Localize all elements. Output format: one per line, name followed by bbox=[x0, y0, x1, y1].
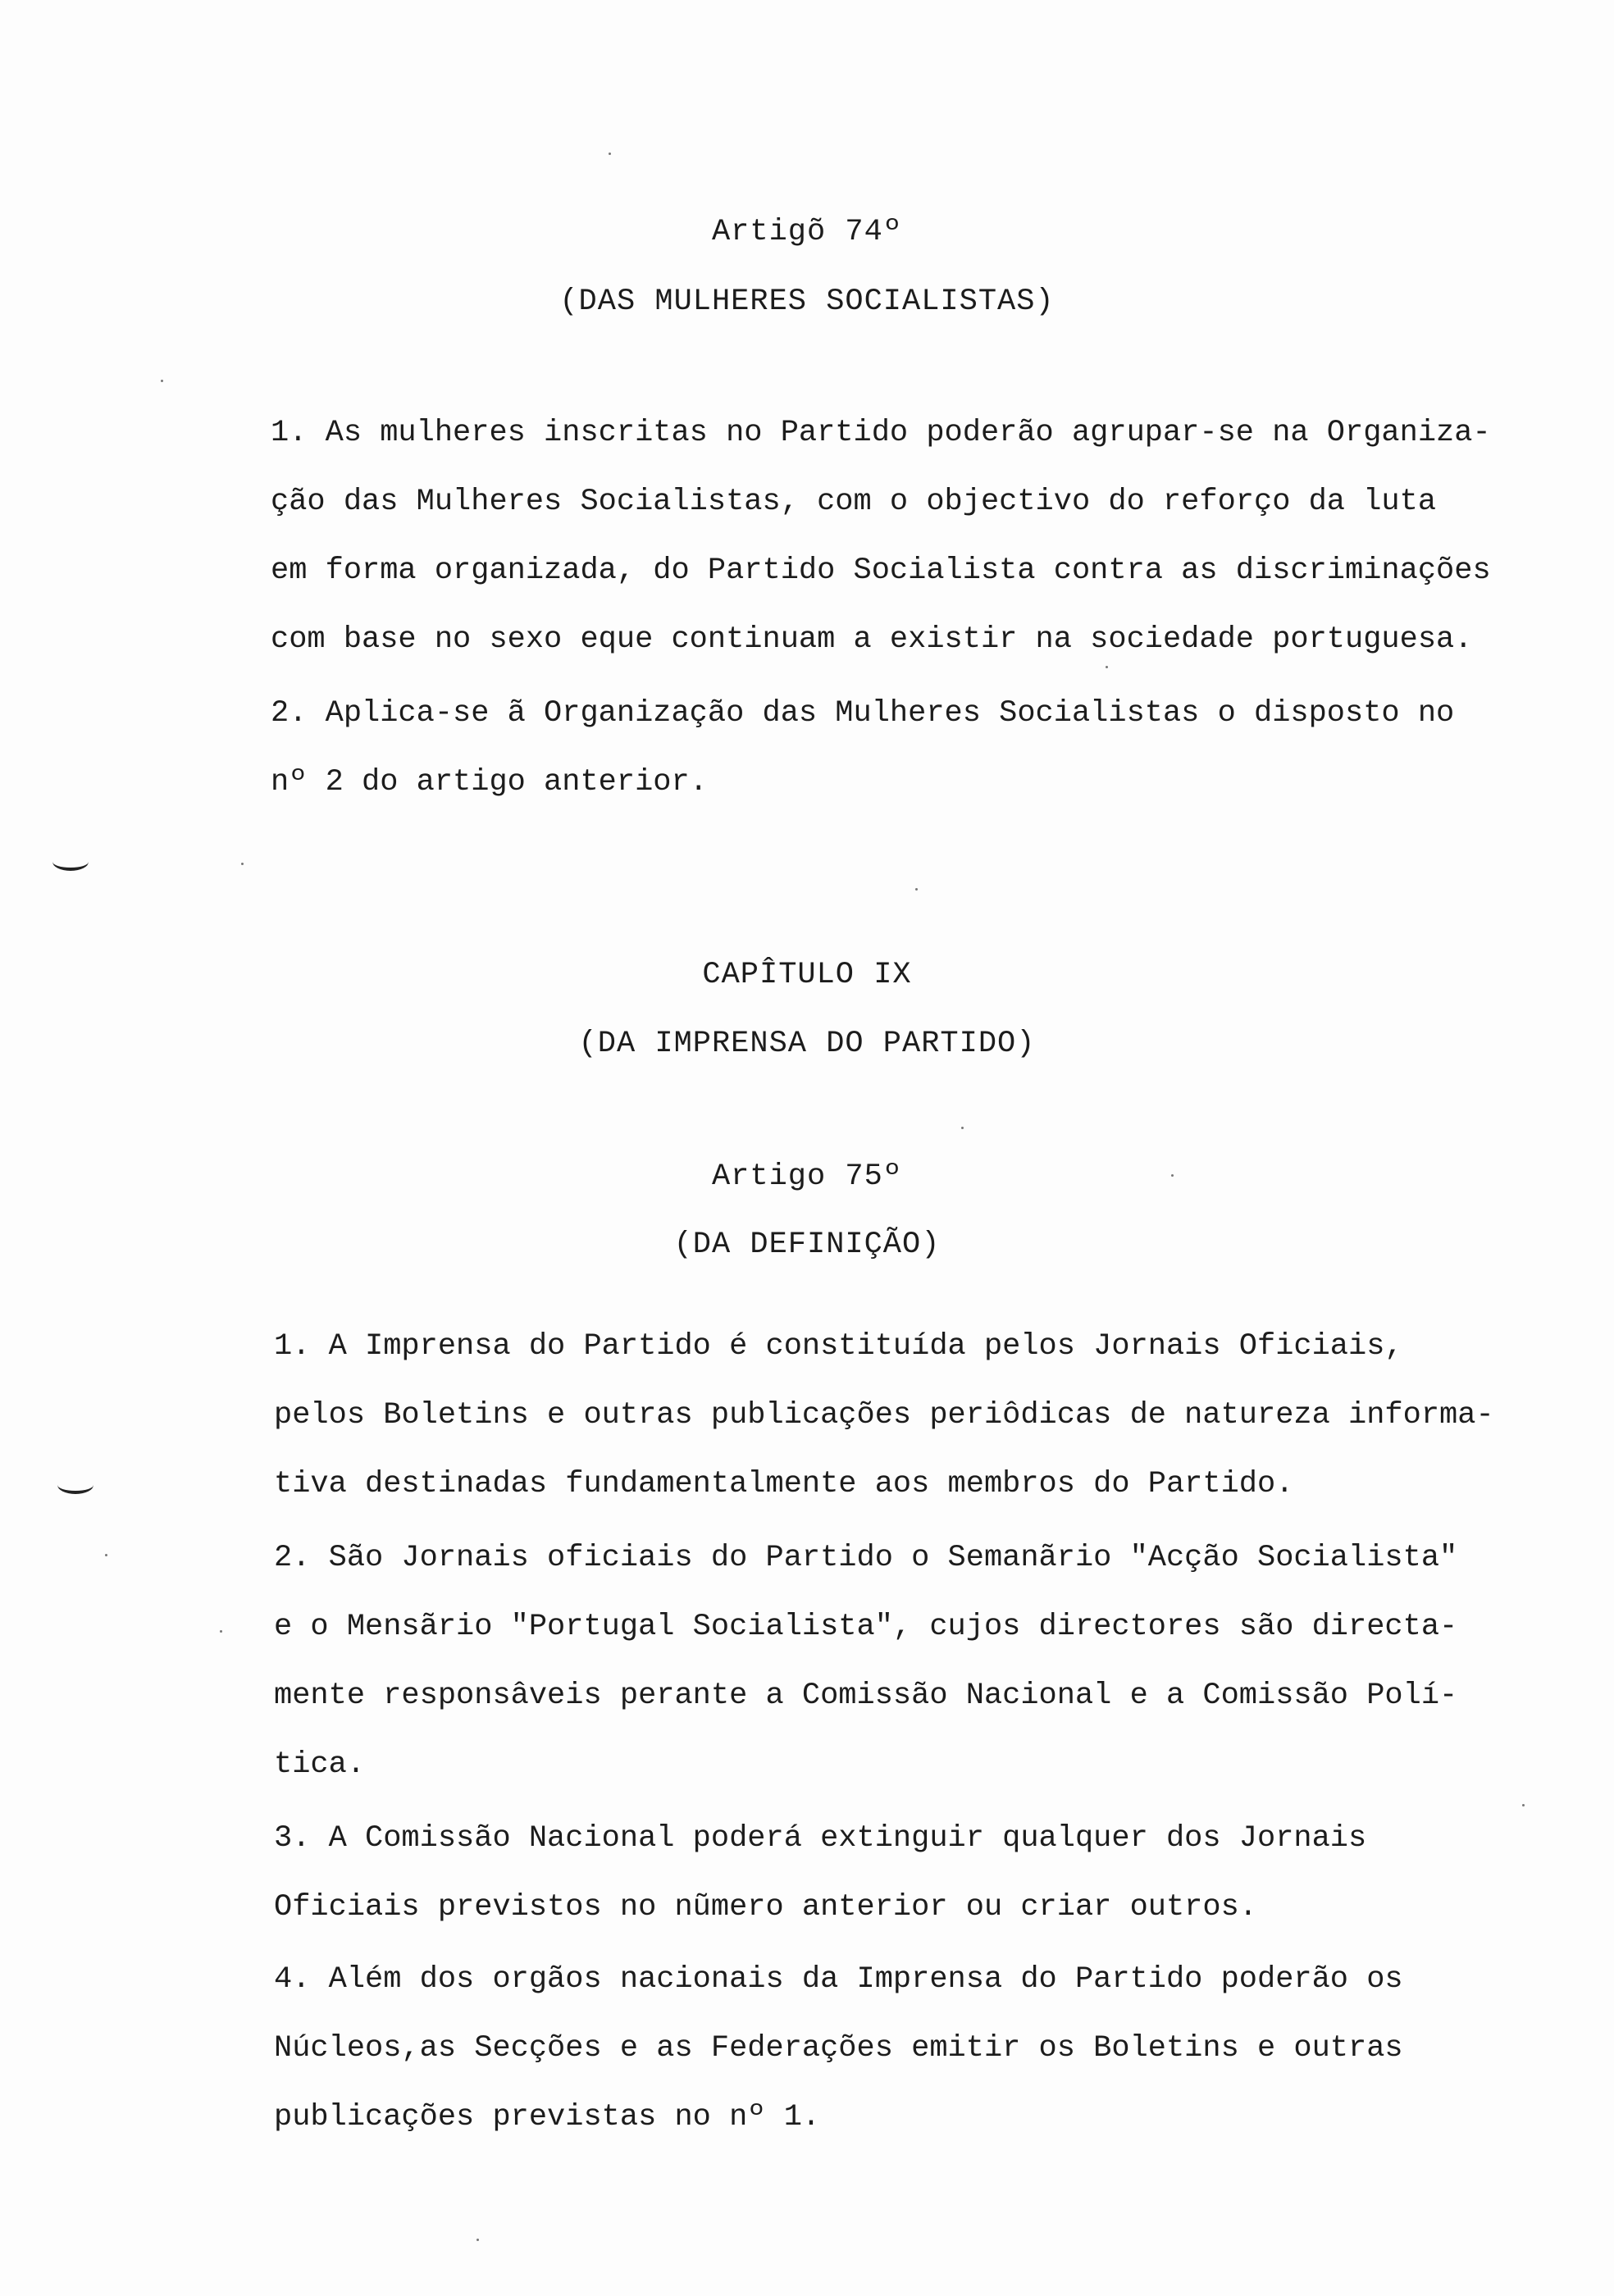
scan-speck bbox=[476, 2239, 479, 2241]
text-line: 2. Aplica-se ã Organização das Mulheres Socialistas o disposto no bbox=[271, 696, 1455, 731]
scan-speck bbox=[241, 863, 244, 865]
chapter-9-subtitle: (DA IMPRENSA DO PARTIDO) bbox=[578, 1027, 1036, 1061]
article-75-subtitle: (DA DEFINIÇÃO) bbox=[673, 1228, 941, 1262]
chapter-9-title: CAPÎTULO IX bbox=[702, 958, 912, 992]
article-75-paragraph-3 bbox=[274, 1804, 1586, 1942]
article-75-paragraph-4 bbox=[274, 1945, 1586, 2152]
text-line: 1. A Imprensa do Partido é constituída pelos Jornais Oficiais, bbox=[274, 1329, 1403, 1364]
text-line: ção das Mulheres Socialistas, com o objectivo do reforço da luta bbox=[271, 485, 1437, 519]
scan-speck bbox=[915, 888, 918, 891]
scan-speck bbox=[1106, 666, 1108, 668]
text-line: 3. A Comissão Nacional poderá extinguir qualquer dos Jornais bbox=[274, 1821, 1367, 1856]
article-75-title: Artigo 75º bbox=[711, 1159, 903, 1194]
scan-speck bbox=[961, 1127, 964, 1129]
scan-speck bbox=[609, 153, 611, 155]
scan-speck bbox=[1522, 1804, 1525, 1806]
article-74-paragraph-1 bbox=[271, 399, 1583, 674]
scan-speck bbox=[220, 1630, 222, 1633]
text-line: Oficiais previstos no nũmero anterior ou criar outros. bbox=[274, 1890, 1257, 1925]
text-line: mente responsâveis perante a Comissão Nacional e a Comissão Polí- bbox=[274, 1679, 1458, 1713]
text-line: nº 2 do artigo anterior. bbox=[271, 765, 708, 800]
margin-mark-icon bbox=[57, 1476, 93, 1494]
article-75-paragraph-2 bbox=[274, 1524, 1586, 1799]
text-line: e o Mensãrio "Portugal Socialista", cujos directores são directa- bbox=[274, 1610, 1458, 1644]
text-line: 4. Além dos orgãos nacionais da Imprensa do Partido poderão os bbox=[274, 1962, 1403, 1997]
scan-speck bbox=[161, 380, 163, 382]
text-line: pelos Boletins e outras publicações periôdicas de natureza informa- bbox=[274, 1398, 1494, 1433]
scan-speck bbox=[1171, 1174, 1174, 1177]
text-line: 2. São Jornais oficiais do Partido o Semanãrio "Acção Socialista" bbox=[274, 1541, 1458, 1575]
text-line: em forma organizada, do Partido Socialista contra as discriminações bbox=[271, 554, 1491, 588]
text-line: tica. bbox=[274, 1747, 366, 1782]
text-line: publicações previstas no nº 1. bbox=[274, 2100, 821, 2134]
text-line: tiva destinadas fundamentalmente aos membros do Partido. bbox=[274, 1467, 1294, 1501]
article-75-paragraph-1 bbox=[274, 1312, 1586, 1519]
text-line: Núcleos,as Secções e as Federações emitir os Boletins e outras bbox=[274, 2031, 1403, 2066]
article-74-paragraph-2 bbox=[271, 679, 1583, 817]
article-74-title: Artigõ 74º bbox=[711, 215, 903, 249]
text-line: com base no sexo eque continuam a existir na sociedade portuguesa. bbox=[271, 622, 1473, 657]
text-line: 1. As mulheres inscritas no Partido poderão agrupar-se na Organiza- bbox=[271, 416, 1491, 450]
margin-mark-icon bbox=[52, 853, 89, 871]
scan-speck bbox=[105, 1554, 107, 1556]
article-74-subtitle: (DAS MULHERES SOCIALISTAS) bbox=[559, 285, 1055, 319]
